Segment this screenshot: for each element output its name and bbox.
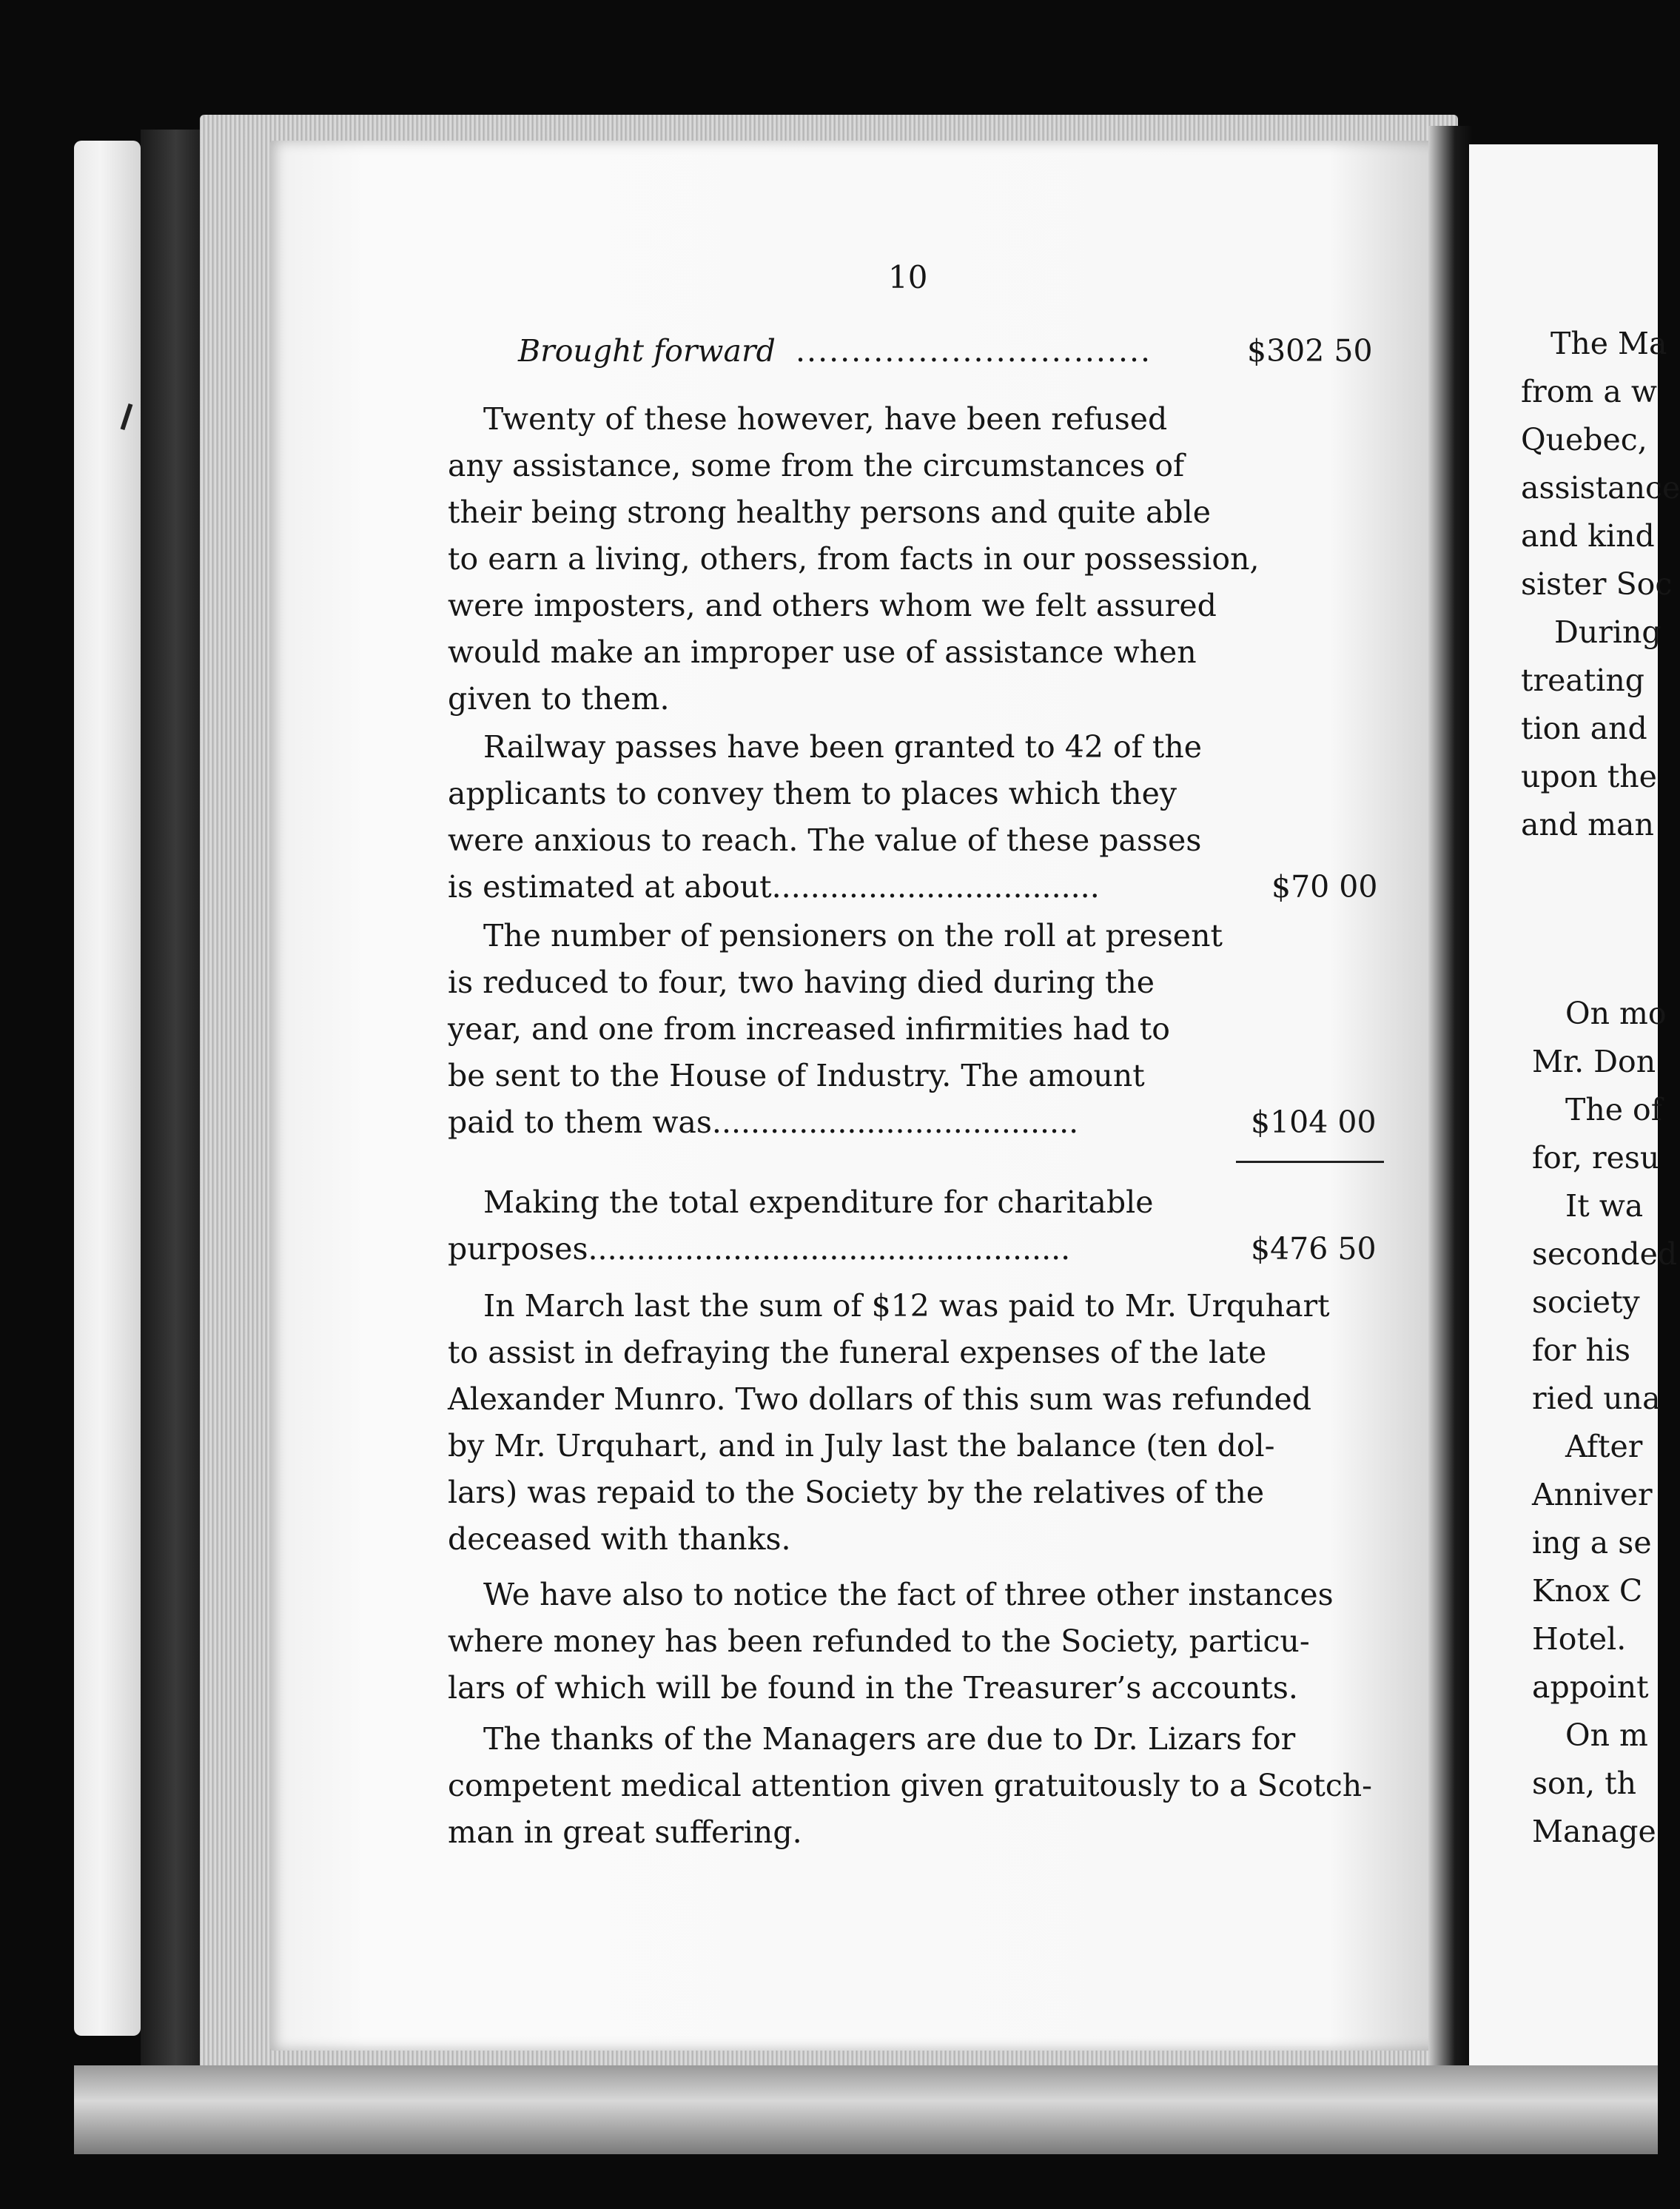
facing-line-20: ried una	[1532, 1381, 1661, 1416]
paragraph-1-line-4: to earn a living, others, from facts in our possession,	[448, 541, 1260, 577]
facing-line-13: Mr. Don	[1532, 1044, 1656, 1079]
paragraph-5-line-2: to assist in defraying the funeral expenses of the late	[448, 1335, 1267, 1370]
facing-line-19: for his	[1532, 1333, 1631, 1368]
facing-line-11: and man	[1521, 807, 1654, 842]
paragraph-5-line-6: deceased with thanks.	[448, 1521, 791, 1557]
facing-line-9: tion and	[1521, 711, 1647, 746]
paragraph-6-line-2: where money has been refunded to the Society, particu-	[448, 1623, 1310, 1659]
paragraph-7-line-2: competent medical attention given gratuitously to a Scotch-	[448, 1768, 1373, 1803]
paragraph-7-line-3: man in great suffering.	[448, 1814, 802, 1850]
facing-line-6: sister Soc	[1521, 566, 1673, 602]
brought-forward-dots: ................................	[796, 333, 1152, 369]
paragraph-5-line-1: In March last the sum of $12 was paid to Mr. Urquhart	[483, 1288, 1330, 1324]
paragraph-3-line-1: The number of pensioners on the roll at present	[483, 918, 1223, 953]
facing-line-12: On mo	[1565, 996, 1667, 1031]
facing-line-22: Anniver	[1532, 1477, 1653, 1512]
paragraph-7-line-1: The thanks of the Managers are due to Dr. Lizars for	[483, 1721, 1296, 1757]
paragraph-2-line-2: applicants to convey them to places which they	[448, 776, 1177, 811]
paragraph-5-line-3: Alexander Munro. Two dollars of this sum was refunded	[448, 1381, 1312, 1417]
paragraph-3-line-3: year, and one from increased infirmities had to	[448, 1011, 1170, 1047]
facing-line-15: for, resu	[1532, 1140, 1660, 1176]
facing-line-17: seconded	[1532, 1236, 1678, 1272]
total-rule	[1236, 1161, 1384, 1163]
paragraph-4-line-2: purposes..................................................	[448, 1231, 1071, 1267]
paragraph-2-line-4: is estimated at about..................................	[448, 869, 1100, 905]
paragraph-1-line-7: given to them.	[448, 681, 670, 717]
paragraph-1-line-2: any assistance, some from the circumstances of	[448, 448, 1185, 483]
facing-line-8: treating	[1521, 663, 1645, 698]
paragraph-3-line-4: be sent to the House of Industry. The amount	[448, 1058, 1145, 1093]
facing-line-16: It wa	[1565, 1188, 1644, 1224]
facing-line-24: Knox C	[1532, 1573, 1643, 1609]
paragraph-4-line-1: Making the total expenditure for charitable	[483, 1184, 1154, 1220]
paragraph-1-line-5: were imposters, and others whom we felt assured	[448, 588, 1217, 623]
amount-pensioners: $104 00	[1251, 1104, 1377, 1140]
facing-line-10: upon the	[1521, 759, 1657, 794]
facing-line-7: During	[1554, 614, 1661, 650]
paragraph-3-line-2: is reduced to four, two having died during the	[448, 965, 1155, 1000]
paragraph-1-line-1: Twenty of these however, have been refused	[483, 401, 1168, 437]
facing-line-21: After	[1565, 1429, 1643, 1464]
paragraph-6-line-3: lars of which will be found in the Treasurer’s accounts.	[448, 1670, 1298, 1706]
paragraph-2-line-1: Railway passes have been granted to 42 of the	[483, 729, 1202, 765]
book-spine	[74, 141, 141, 2036]
facing-line-29: Manage	[1532, 1814, 1656, 1849]
amount-passes: $70 00	[1271, 869, 1378, 905]
book-gutter	[1428, 126, 1473, 2080]
paragraph-5-line-5: lars) was repaid to the Society by the relatives of the	[448, 1475, 1265, 1510]
facing-line-28: son, th	[1532, 1766, 1637, 1801]
paragraph-6-line-1: We have also to notice the fact of three other instances	[483, 1577, 1334, 1612]
facing-line-27: On m	[1565, 1717, 1648, 1753]
facing-line-5: and kind	[1521, 518, 1655, 554]
paragraph-2-line-3: were anxious to reach. The value of these passes	[448, 822, 1202, 858]
amount-total: $476 50	[1251, 1231, 1377, 1267]
brought-forward-label: Brought forward	[518, 333, 776, 369]
facing-line-25: Hotel.	[1532, 1621, 1627, 1657]
brought-forward-amount: $302 50	[1247, 333, 1373, 369]
facing-line-3: Quebec,	[1521, 422, 1647, 457]
book-bottom-edge	[74, 2065, 1658, 2154]
paragraph-5-line-4: by Mr. Urquhart, and in July last the balance (ten dol-	[448, 1428, 1275, 1464]
paragraph-1-line-3: their being strong healthy persons and quite able	[448, 495, 1212, 530]
facing-line-23: ing a se	[1532, 1525, 1652, 1561]
facing-line-2: from a w	[1521, 374, 1657, 409]
facing-line-4: assistance	[1521, 470, 1680, 506]
paragraph-3-line-5: paid to them was......................................	[448, 1104, 1079, 1140]
page-number: 10	[888, 259, 928, 295]
facing-line-1: The Ma	[1550, 326, 1667, 361]
paragraph-1-line-6: would make an improper use of assistance when	[448, 634, 1197, 670]
facing-line-14: The of	[1565, 1092, 1662, 1127]
facing-line-18: society	[1532, 1284, 1640, 1320]
facing-line-26: appoint	[1532, 1669, 1649, 1705]
